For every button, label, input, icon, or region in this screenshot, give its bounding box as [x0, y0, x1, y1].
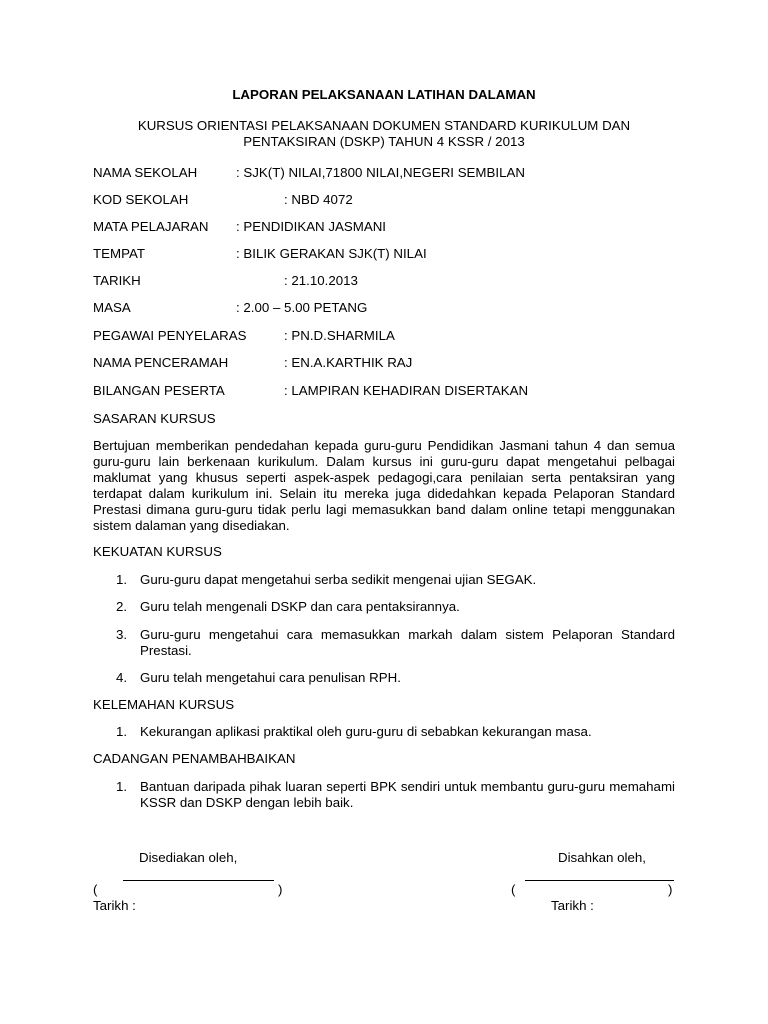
- field-value-tarikh: : 21.10.2013: [284, 273, 358, 288]
- cadangan-heading: CADANGAN PENAMBAHBAIKAN: [93, 751, 296, 766]
- kekuatan-item-text: Guru telah mengenali DSKP dan cara pentaksirannya.: [140, 599, 460, 614]
- field-value-bilangan-peserta: : LAMPIRAN KEHADIRAN DISERTAKAN: [284, 383, 529, 398]
- signature-left-date-label: Tarikh :: [93, 898, 136, 913]
- signature-line-right: [525, 880, 674, 881]
- sasaran-paragraph: Bertujuan memberikan pendedahan kepada guru-guru Pendidikan Jasmani tahun 4 dan semua guru-guru lain berkenaan kurikulum. Dalam kursus ini guru-guru dapat mengetahui pelbagai maklumat yang khusus seperti aspek-aspek pedagogi,cara penilaian serta pentaksiran yang terdapat dalam kurikulum ini. Selain itu mereka juga didedahkan kepada Pelaporan Standard Prestasi dimana guru-guru tidak perlu lagi memasukkan band dalam online tetapi menggunakan sistem dalaman yang disediakan.: [93, 438, 675, 533]
- kekuatan-item-number: 1.: [116, 572, 128, 587]
- field-label-nama-penceramah: NAMA PENCERAMAH: [93, 355, 229, 370]
- kekuatan-item-number: 3.: [116, 627, 128, 642]
- field-value-nama-penceramah: : EN.A.KARTHIK RAJ: [284, 355, 413, 370]
- field-value-kod-sekolah: : NBD 4072: [284, 192, 353, 207]
- kekuatan-item-number: 2.: [116, 599, 128, 614]
- signature-line-left: [123, 880, 274, 881]
- kelemahan-item-text: Kekurangan aplikasi praktikal oleh guru-guru di sebabkan kekurangan masa.: [140, 724, 592, 739]
- field-label-bilangan-peserta: BILANGAN PESERTA: [93, 383, 225, 398]
- kelemahan-heading: KELEMAHAN KURSUS: [93, 697, 235, 712]
- kelemahan-item-number: 1.: [116, 724, 128, 739]
- signature-right-close-paren: ): [668, 882, 673, 897]
- kekuatan-item-text: Guru-guru dapat mengetahui serba sedikit mengenai ujian SEGAK.: [140, 572, 537, 587]
- cadangan-item-text: Bantuan daripada pihak luaran seperti BPK sendiri untuk membantu guru-guru memahami KSSR dan DSKP dengan lebih baik.: [140, 779, 675, 810]
- signature-prepared-label: Disediakan oleh,: [139, 850, 238, 865]
- field-label-mata-pelajaran: MATA PELAJARAN: [93, 219, 209, 234]
- kekuatan-item-text: Guru telah mengetahui cara penulisan RPH.: [140, 670, 401, 685]
- signature-approved-label: Disahkan oleh,: [558, 850, 646, 865]
- field-value-tempat: : BILIK GERAKAN SJK(T) NILAI: [236, 246, 427, 261]
- field-value-pegawai-penyelaras: : PN.D.SHARMILA: [284, 328, 395, 343]
- field-value-nama-sekolah: : SJK(T) NILAI,71800 NILAI,NEGERI SEMBILAN: [236, 165, 525, 180]
- field-label-nama-sekolah: NAMA SEKOLAH: [93, 165, 198, 180]
- signature-right-date-label: Tarikh :: [551, 898, 594, 913]
- kekuatan-item-number: 4.: [116, 670, 128, 685]
- signature-left-close-paren: ): [278, 882, 283, 897]
- field-value-mata-pelajaran: : PENDIDIKAN JASMANI: [236, 219, 386, 234]
- sasaran-heading: SASARAN KURSUS: [93, 411, 216, 426]
- field-label-pegawai-penyelaras: PEGAWAI PENYELARAS: [93, 328, 247, 343]
- field-value-masa: : 2.00 – 5.00 PETANG: [236, 300, 368, 315]
- signature-left-open-paren: (: [93, 882, 98, 897]
- field-label-tempat: TEMPAT: [93, 246, 145, 261]
- field-label-kod-sekolah: KOD SEKOLAH: [93, 192, 189, 207]
- document-subtitle-line2: PENTAKSIRAN (DSKP) TAHUN 4 KSSR / 2013: [243, 134, 525, 149]
- field-label-tarikh: TARIKH: [93, 273, 141, 288]
- kekuatan-item-text: Guru-guru mengetahui cara memasukkan markah dalam sistem Pelaporan Standard Prestasi.: [140, 627, 675, 658]
- document-subtitle-line1: KURSUS ORIENTASI PELAKSANAAN DOKUMEN STANDARD KURIKULUM DAN: [137, 118, 631, 133]
- signature-right-open-paren: (: [511, 882, 516, 897]
- document-title: LAPORAN PELAKSANAAN LATIHAN DALAMAN: [232, 87, 536, 102]
- kekuatan-heading: KEKUATAN KURSUS: [93, 544, 222, 559]
- field-label-masa: MASA: [93, 300, 131, 315]
- cadangan-item-number: 1.: [116, 779, 128, 794]
